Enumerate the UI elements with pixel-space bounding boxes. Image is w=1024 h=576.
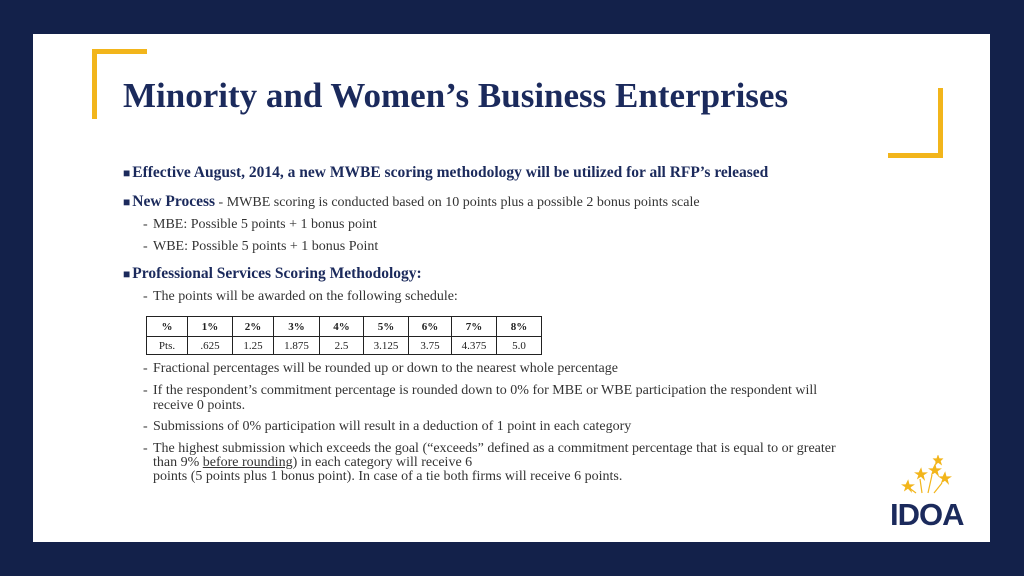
idoa-logo: IDOA (890, 455, 982, 535)
corner-bracket-bottom-right (888, 88, 943, 158)
table-cell: 4.375 (452, 337, 497, 355)
sub-item-wbe: - WBE: Possible 5 points + 1 bonus Point (143, 239, 379, 254)
table-cell: 6% (409, 317, 452, 337)
table-cell: 7% (452, 317, 497, 337)
note-zero-rounded-cont: receive 0 points. (153, 398, 246, 413)
table-cell: 3% (274, 317, 320, 337)
table-header-row (147, 317, 542, 337)
table-cell: 1.25 (233, 337, 274, 355)
note-highest-submission: - The highest submission which exceeds the goal (“exceeds” defined as a commitment percentage that is equal to or greater (143, 441, 836, 456)
table-row (147, 337, 542, 355)
table-cell: .625 (188, 337, 233, 355)
points-schedule-table (146, 316, 542, 355)
table-cell: 3.75 (409, 337, 452, 355)
table-cell: 2.5 (320, 337, 364, 355)
page-title: Minority and Women’s Business Enterprises (123, 76, 789, 115)
stars-icon (890, 455, 982, 500)
table-cell: 4% (320, 317, 364, 337)
note-zero-submission: - Submissions of 0% participation will result in a deduction of 1 point in each category (143, 419, 632, 434)
bullet-effective-date: ■ Effective August, 2014, a new MWBE scoring methodology will be utilized for all RFP’s released (123, 164, 769, 181)
bullet-professional-services: ■ Professional Services Scoring Methodology: (123, 265, 422, 282)
before-rounding-text: before rounding (202, 455, 293, 470)
bullet-square-icon: ■ (123, 267, 131, 281)
sub-item-schedule: - The points will be awarded on the following schedule: (143, 289, 458, 304)
sub-item-mbe: - MBE: Possible 5 points + 1 bonus point (143, 217, 377, 232)
bullet-square-icon: ■ (123, 166, 131, 180)
note-highest-submission-cont2: points (5 points plus 1 bonus point). In case of a tie both firms will receive 6 points. (153, 469, 623, 484)
bullet-new-process: ■ New Process - MWBE scoring is conducted based on 10 points plus a possible 2 bonus points scale (123, 193, 700, 210)
table-cell: 1.875 (274, 337, 320, 355)
note-highest-submission-cont: than 9% before rounding) in each category will receive 6 (153, 455, 473, 470)
table-cell: Pts. (147, 337, 188, 355)
table-cell: 5% (364, 317, 409, 337)
table-cell: 2% (233, 317, 274, 337)
table-cell: 1% (188, 317, 233, 337)
table-cell: % (147, 317, 188, 337)
note-rounding: - Fractional percentages will be rounded up or down to the nearest whole percentage (143, 361, 618, 376)
bullet-square-icon: ■ (123, 195, 131, 209)
table-cell: 5.0 (497, 337, 542, 355)
table-cell: 8% (497, 317, 542, 337)
note-zero-rounded: - If the respondent’s commitment percentage is rounded down to 0% for MBE or WBE participation the respondent will (143, 383, 818, 398)
table-cell: 3.125 (364, 337, 409, 355)
